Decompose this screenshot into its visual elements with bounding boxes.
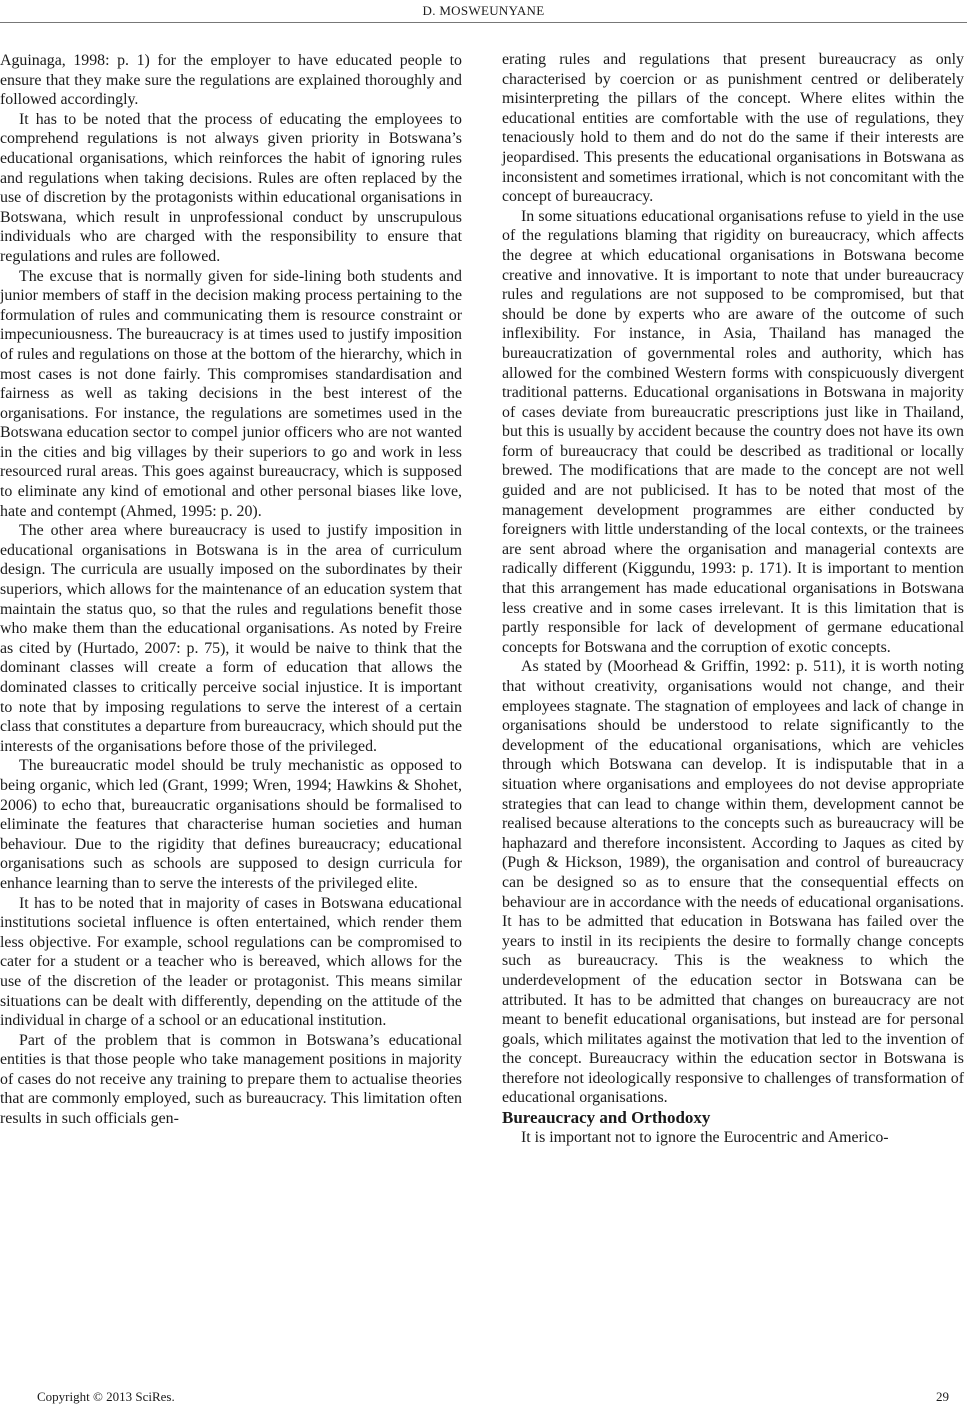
- footer-copyright: Copyright © 2013 SciRes.: [37, 1389, 175, 1404]
- paragraph: The excuse that is normally given for side-lining both students and junior members of staff in the decision making process pertaining to the formulation of rules and communicating them is resource constraint or impecuniousness. The bureaucracy is at times used to justify imposition of rules and regulations on those at the bottom of the hierarchy, which in most cases is not done fairly. This compromises standardisation and fairness as well as taking decisions in the best interest of the organisations. For instance, the regulations are sometimes used in the Botswana education sector to compel junior officers who are not wanted in the cities and big villages by their superiors to go and work in less resourced rural areas. This goes against bureaucracy, which is supposed to eliminate any kind of emotional and other personal biases like love, hate and contempt (Ahmed, 1995: p. 20).: [0, 267, 462, 520]
- section-heading: Bureaucracy and Orthodoxy: [502, 1108, 711, 1128]
- paragraph: The other area where bureaucracy is used to justify imposition in educational organisations in Botswana is in the area of curriculum design. The curricula are usually imposed on the subordinates by their superiors, which allows for the maintenance of an education system that maintain the status quo, so that the rules and regulations benefit those who make them than the educational organisations. As noted by Freire as cited by (Hurtado, 2007: p. 75), it would be naive to think that the dominant classes will create a form of education that allows the dominated classes to critically perceive social injustice. It is important to note that by imposing regulations to serve the interest of a certain class that constitutes a departure from bureaucracy, which should put the interests of the organisations before those of the privileged.: [0, 522, 462, 755]
- paragraph: It has to be noted that the process of educating the employees to comprehend regulations is not always given priority in Botswana’s educational organisations, which reinforces the habit of ignoring rules and regulations when taking decisions. Rules are often replaced by the use of discretion by the protagonists within educational organisations in Botswana, which result in unprofessional conduct by unscrupulous individuals who are charged with the responsibility to ensure that regulations and rules are followed.: [0, 110, 462, 265]
- paragraph: It has to be noted that in majority of cases in Botswana educational institutions societal influence is often entertained, which render them less objective. For example, school regulations can be compromised to cater for a student or a teacher who is bereaved, which allows for the use of the discretion of the leader or protagonist. This means similar situations can be dealt with differently, depending on the attitude of the individual in charge of a school or an educational institution.: [0, 894, 462, 1030]
- page-number: 29: [936, 1389, 949, 1404]
- paragraph: Aguinaga, 1998: p. 1) for the employer to have educated people to ensure that they make sure the regulations are explained thoroughly and followed accordingly.: [0, 52, 462, 109]
- right-column: [502, 50, 964, 1147]
- paragraph: erating rules and regulations that present bureaucracy as only characterised by coercion or as punishment centred or deliberately misinterpreting the pillars of the concept. Where elites within the educational entities are comfortable with the use of regulations, they tenaciously hold to them and do not do the same if their interests are jeopardised. This presents the educational organisations in Botswana as inconsistent and sometimes irrational, which is not concomitant with the concept of bureaucracy.: [502, 51, 964, 206]
- paragraph: The bureaucratic model should be truly mechanistic as opposed to being organic, which led (Grant, 1999; Wren, 1994; Hawkins & Shohet, 2006) to echo that, bureaucratic organisations should be formalised to eliminate the features that characterise human societies and human behaviour. Due to the rigidity that defines bureaucracy; educational organisations such as schools are supposed to design curricula for enhance learning than to serve the interests of the privileged elite.: [0, 757, 462, 892]
- paragraph: As stated by (Moorhead & Griffin, 1992: p. 511), it is worth noting that without creativity, organisations would not change, and their employees stagnate. The stagnation of employees and lack of change in organisations should be understood to relate significantly to the development of the educational organisations, which are vehicles through which Botswana can develop. It is indisputable that in a situation where organisations and employees do not devise appropriate strategies that can lead to change within them, development cannot be realised because alterations to the concepts such as bureaucracy will be haphazard and therefore inconsistent. According to Jaques as cited by (Pugh & Hickson, 1989), the organisation and control of bureaucracy can be designed so as to ensure that the consequential effects on behaviour are in accordance with the needs of educational organisations. It has to be admitted that education in Botswana has failed over the years to instil in its recipients the desire to formally change concepts such as bureaucracy. This is the weakness to which the underdevelopment of the education sector in Botswana can be attributed. It has to be admitted that changes on bureaucracy are not meant to benefit educational organisations, but instead are for personal goals, which militates against the motivation that led to the invention of the concept. Bureaucracy within the education sector in Botswana is therefore not ideologically responsive to challenges of transformation of educational organisations.: [502, 658, 964, 1107]
- running-head: D. MOSWEUNYANE: [422, 3, 545, 18]
- paragraph: In some situations educational organisations refuse to yield in the use of the regulations blaming that rigidity on bureaucracy, which affects the degree at which educational organisations in Botswana become creative and innovative. It is important to note that under bureaucracy rules and regulations are not supposed to be compromised, but that should be done by experts who are aware of the outcome of such inflexibility. For instance, in Asia, Thailand has managed the bureaucratization of governmental roles and authority, which has allowed for the combined Western forms with conspicuously divergent traditional patterns. Educational organisations in Botswana in majority of cases deviate from bureaucratic prescriptions just like in Thailand, but this is usually by accident because the country does not have its own form of bureaucracy that could be described as traditional or locally brewed. The modifications that are made to the concept are not well guided and are not publicised. It has to be noted that most of the management development programmes are either conducted by foreigners with little understanding of the local contexts, or the trainees are sent abroad where the organisation and managerial contexts are radically different (Kiggundu, 1993: p. 171). It is important to mention that this arrangement has made educational organisations in Botswana less creative and in some cases irrelevant. It is this limitation that is partly responsible for lack of development of germane educational concepts for Botswana and the corruption of exotic concepts.: [502, 207, 964, 656]
- paragraph: It is important not to ignore the Eurocentric and Americo-: [521, 1128, 889, 1146]
- paragraph: Part of the problem that is common in Botswana’s educational entities is that those people who take management positions in majority of cases do not receive any training to prepare them to actualise theories that are commonly employed, such as bureaucracy. This limitation often results in such officials gen-: [0, 1031, 462, 1128]
- header-rule: [0, 22, 967, 23]
- left-column: [0, 51, 462, 1129]
